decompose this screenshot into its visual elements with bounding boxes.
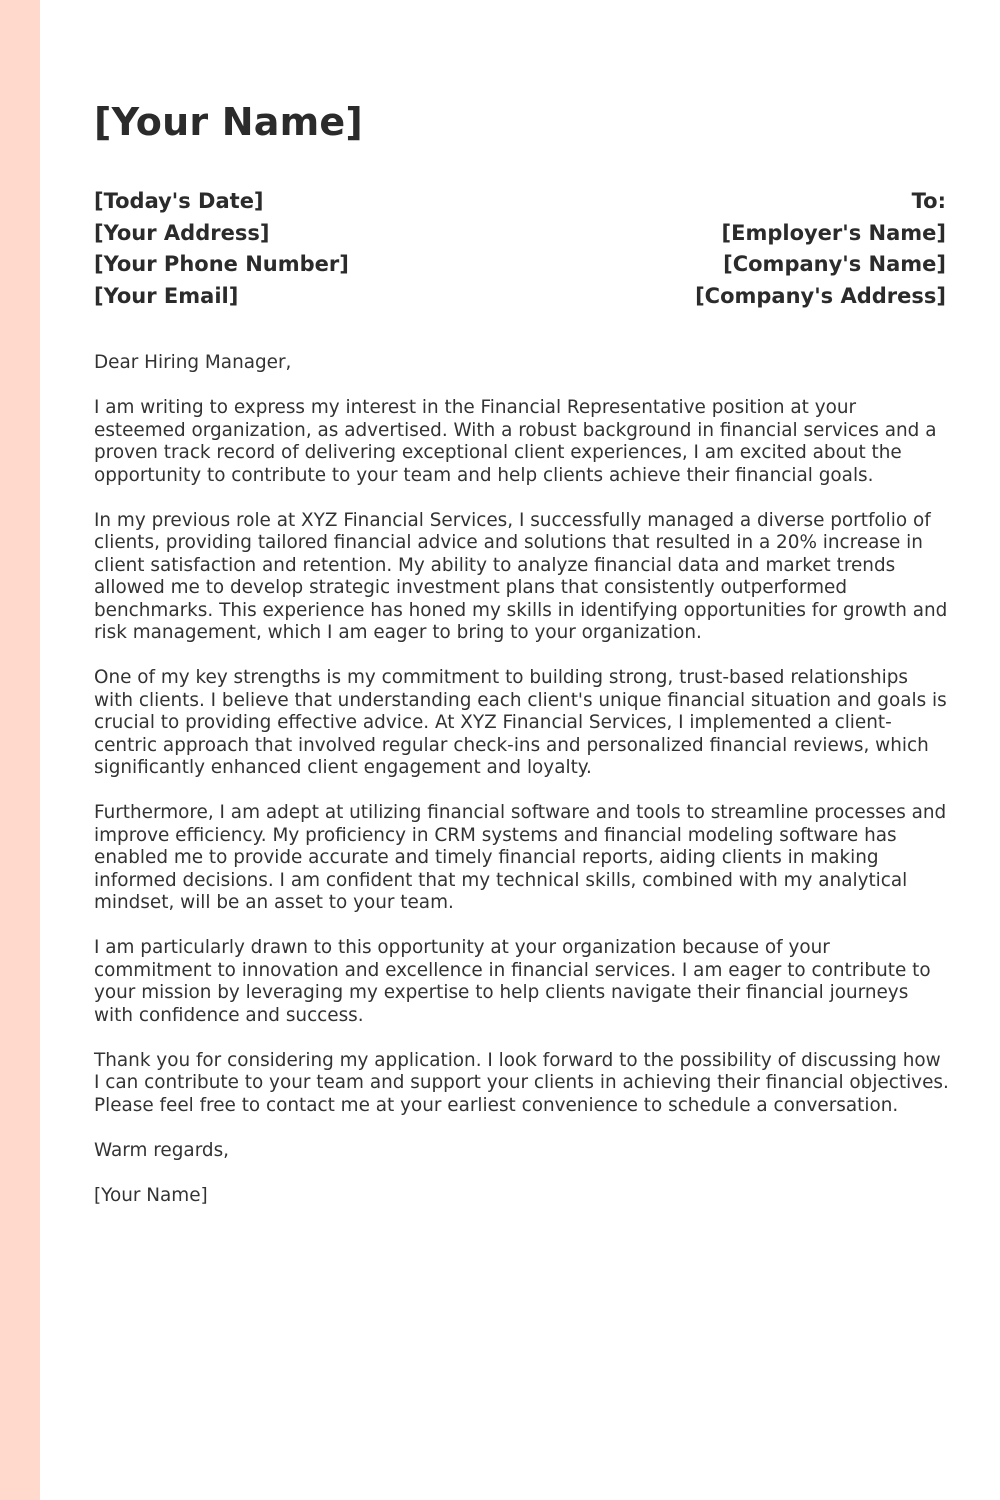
sender-address: [Your Address] [94, 220, 270, 245]
recipient-employer-name: [Employer's Name] [721, 220, 946, 245]
recipient-to-label: To: [911, 189, 946, 213]
sender-email: [Your Email] [94, 283, 239, 308]
recipient-company-address: [Company's Address] [695, 283, 946, 308]
body-paragraph-5: I am particularly drawn to this opportunity at your organization because of your commitment to innovation and excellence in financial services. I am eager to contribute to your mission by leveraging my expertise to help clients navigate their financial journeys with confidence and success. [94, 937, 931, 1026]
side-accent-band [0, 0, 40, 1500]
sender-phone: [Your Phone Number] [94, 252, 349, 276]
body-paragraph-1: I am writing to express my interest in the Financial Representative position at your esteemed organization, as advertised. With a robust background in financial services and a proven track record of delivering exceptional client experiences, I am excited about the opportunity to contribute to your team and help clients achieve their financial goals. [94, 397, 937, 486]
salutation: Dear Hiring Manager, [94, 352, 292, 373]
recipient-company-name: [Company's Name] [723, 252, 946, 276]
body-paragraph-2: In my previous role at XYZ Financial Services, I successfully managed a diverse portfolio of clients, providing tailored financial advice and solutions that resulted in a 20% increase in client satisfaction and retention. My ability to analyze financial data and market trends allowed me to develop strategic investment plans that consistently outperformed benchmarks. This experience has honed my skills in identifying opportunities for growth and risk management, which I am eager to bring to your organization. [94, 509, 948, 643]
letter-body [94, 352, 950, 1230]
body-paragraph-6: Thank you for considering my application. I look forward to the possibility of discussing how I can contribute to your team and support your clients in achieving their financial objectives. Please feel free to contact me at your earliest convenience to schedule a conversation. [94, 1049, 949, 1116]
letter-header [94, 186, 946, 312]
body-paragraph-4: Furthermore, I am adept at utilizing financial software and tools to streamline processes and improve efficiency. My proficiency in CRM systems and financial modeling software has enabled me to provide accurate and timely financial reports, aiding clients in making informed decisions. I am confident that my technical skills, combined with my analytical mindset, will be an asset to your team. [94, 802, 947, 913]
sender-date: [Today's Date] [94, 189, 264, 213]
closing: Warm regards, [94, 1139, 230, 1161]
recipient-details [695, 186, 946, 312]
sender-name-title: [Your Name] [94, 100, 363, 144]
sender-details [94, 186, 349, 312]
signature: [Your Name] [94, 1184, 208, 1206]
body-paragraph-3: One of my key strengths is my commitment to building strong, trust-based relationships with clients. I believe that understanding each client's unique financial situation and goals is crucial to providing effective advice. At XYZ Financial Services, I implemented a client-centric approach that involved regular check-ins and personalized financial reviews, which significantly enhanced client engagement and loyalty. [94, 667, 947, 778]
